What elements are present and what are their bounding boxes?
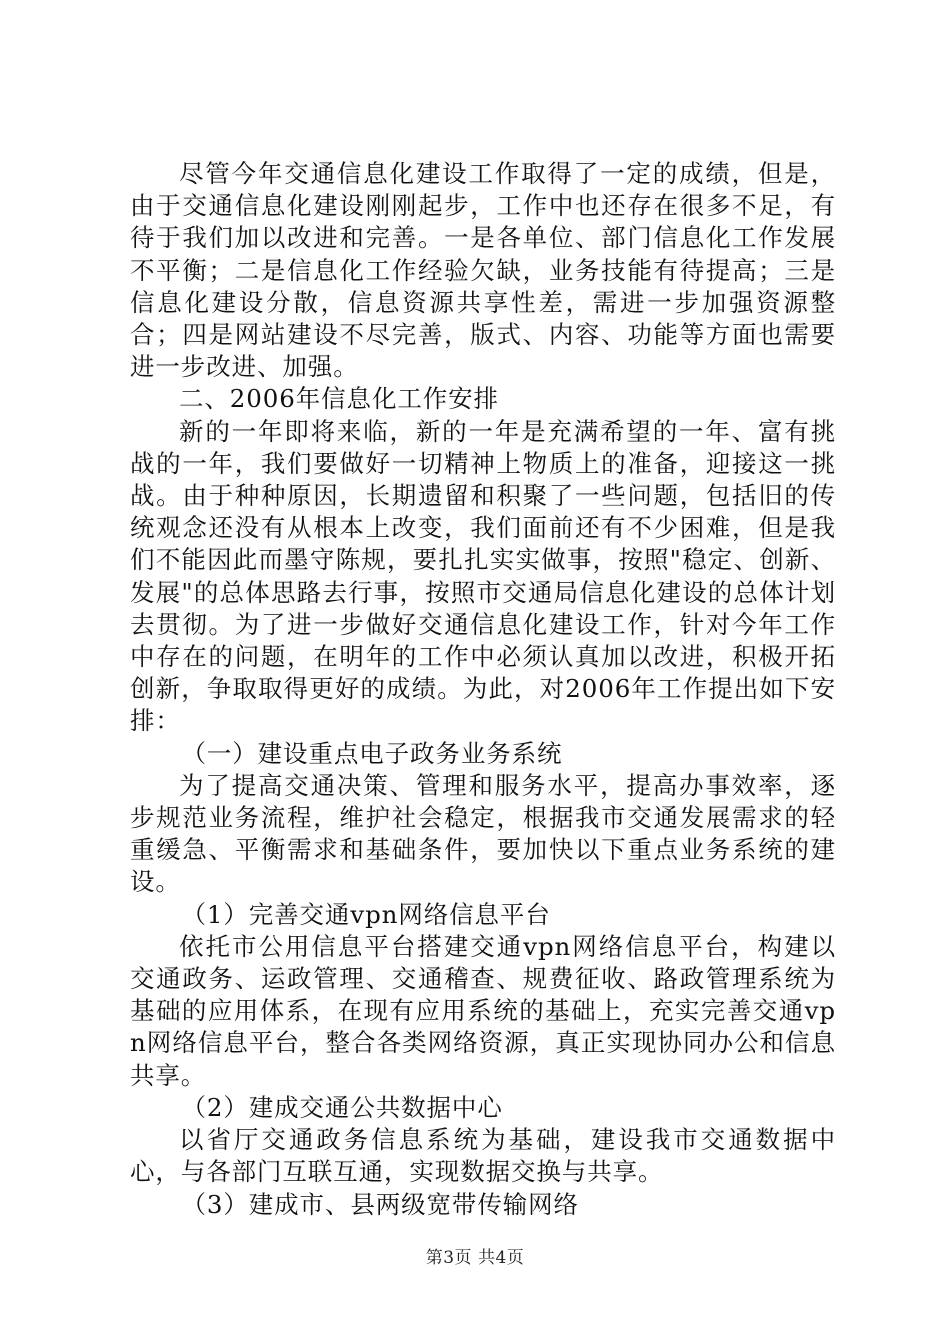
paragraph-egov-systems: 为了提高交通决策、管理和服务水平，提高办事效率，逐步规范业务流程，维护社会稳定，根据我市交通发展需求的轻重缓急、平衡需求和基础条件，要加快以下重点业务系统的建设。: [130, 770, 836, 897]
paragraph-vpn-platform: 依托市公用信息平台搭建交通vpn网络信息平台，构建以交通政务、运政管理、交通稽查、规费征收、路政管理系统为基础的应用体系，在现有应用系统的基础上，充实完善交通vpn网络信息平台，整合各类网络资源，真正实现协同办公和信息共享。: [130, 931, 836, 1090]
paragraph-shortcomings: 尽管今年交通信息化建设工作取得了一定的成绩，但是，由于交通信息化建设刚刚起步，工作中也还存在很多不足，有待于我们加以改进和完善。一是各单位、部门信息化工作发展不平衡；二是信息化工作经验欠缺，业务技能有待提高；三是信息化建设分散，信息资源共享性差，需进一步加强资源整合；四是网站建设不尽完善，版式、内容、功能等方面也需要进一步改进、加强。: [130, 159, 836, 382]
paragraph-data-center: 以省厅交通政务信息系统为基础，建设我市交通数据中心，与各部门互联互通，实现数据交换与共享。: [130, 1125, 836, 1187]
paragraph-new-year: 新的一年即将来临，新的一年是充满希望的一年、富有挑战的一年，我们要做好一切精神上物质上的准备，迎接这一挑战。由于种种原因，长期遗留和积聚了一些问题，包括旧的传统观念还没有从根本上改变，我们面前还有不少困难，但是我们不能因此而墨守陈规，要扎扎实实做事，按照"稳定、创新、发展"的总体思路去行事，按照市交通局信息化建设的总体计划去贯彻。为了进一步做好交通信息化建设工作，针对今年工作中存在的问题，在明年的工作中必须认真加以改进，积极开拓创新，争取取得更好的成绩。为此，对2006年工作提出如下安排：: [130, 416, 836, 736]
item-heading-broadband-network: （3）建成市、县两级宽带传输网络: [181, 1189, 579, 1219]
document-body: [130, 158, 836, 1221]
page-number-footer: 第3页 共4页: [425, 1248, 525, 1268]
section-heading-2006-plan: 二、2006年信息化工作安排: [179, 384, 499, 414]
item-heading-vpn-platform: （1）完善交通vpn网络信息平台: [181, 899, 551, 929]
subsection-heading-egov-systems: （一）建设重点电子政务业务系统: [181, 738, 563, 768]
item-heading-data-center: （2）建成交通公共数据中心: [181, 1092, 503, 1122]
